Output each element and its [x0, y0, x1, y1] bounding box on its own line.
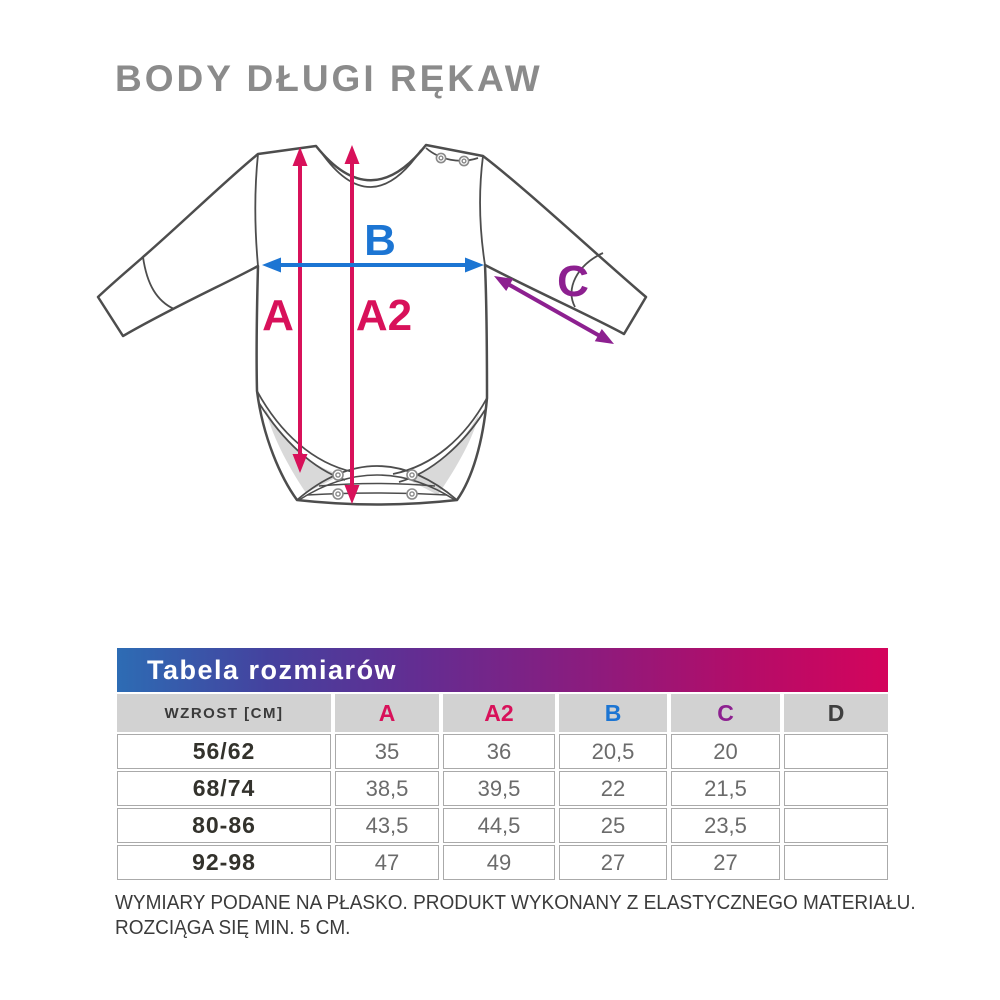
measure-label-a: A	[262, 291, 294, 340]
column-header-wzrost-cm: WZROST [CM]	[117, 694, 331, 732]
bodysuit-diagram	[95, 133, 655, 565]
size-cell: 92-98	[117, 845, 331, 880]
value-cell: 22	[559, 771, 667, 806]
value-cell	[784, 771, 888, 806]
value-cell	[784, 808, 888, 843]
value-cell: 20,5	[559, 734, 667, 769]
size-table-title: Tabela rozmiarów	[147, 654, 398, 685]
value-cell: 27	[671, 845, 780, 880]
measure-label-b: B	[364, 216, 396, 265]
measure-label-c: C	[557, 257, 589, 306]
value-cell: 20	[671, 734, 780, 769]
footer-note-line1: WYMIARY PODANE NA PŁASKO. PRODUKT WYKONANY Z ELASTYCZNEGO MATERIAŁU.	[115, 892, 916, 914]
size-cell: 80-86	[117, 808, 331, 843]
value-cell: 27	[559, 845, 667, 880]
column-header-a: A	[335, 694, 439, 732]
value-cell: 43,5	[335, 808, 439, 843]
size-table-title-bar	[117, 648, 888, 692]
size-table-grid	[117, 694, 888, 880]
size-table	[117, 648, 888, 880]
page-title: BODY DŁUGI RĘKAW	[115, 58, 543, 99]
value-cell	[784, 734, 888, 769]
value-cell: 23,5	[671, 808, 780, 843]
column-header-b: B	[559, 694, 667, 732]
value-cell: 35	[335, 734, 439, 769]
measure-label-a2: A2	[355, 291, 413, 340]
value-cell: 38,5	[335, 771, 439, 806]
value-cell: 21,5	[671, 771, 780, 806]
value-cell: 47	[335, 845, 439, 880]
size-cell: 68/74	[117, 771, 331, 806]
footer-note	[115, 891, 916, 941]
value-cell: 49	[443, 845, 555, 880]
column-header-c: C	[671, 694, 780, 732]
column-header-a2: A2	[443, 694, 555, 732]
value-cell: 36	[443, 734, 555, 769]
value-cell: 39,5	[443, 771, 555, 806]
footer-note-line2: ROZCIĄGA SIĘ MIN. 5 CM.	[115, 917, 351, 939]
value-cell	[784, 845, 888, 880]
size-cell: 56/62	[117, 734, 331, 769]
column-header-d: D	[784, 694, 888, 732]
value-cell: 25	[559, 808, 667, 843]
value-cell: 44,5	[443, 808, 555, 843]
